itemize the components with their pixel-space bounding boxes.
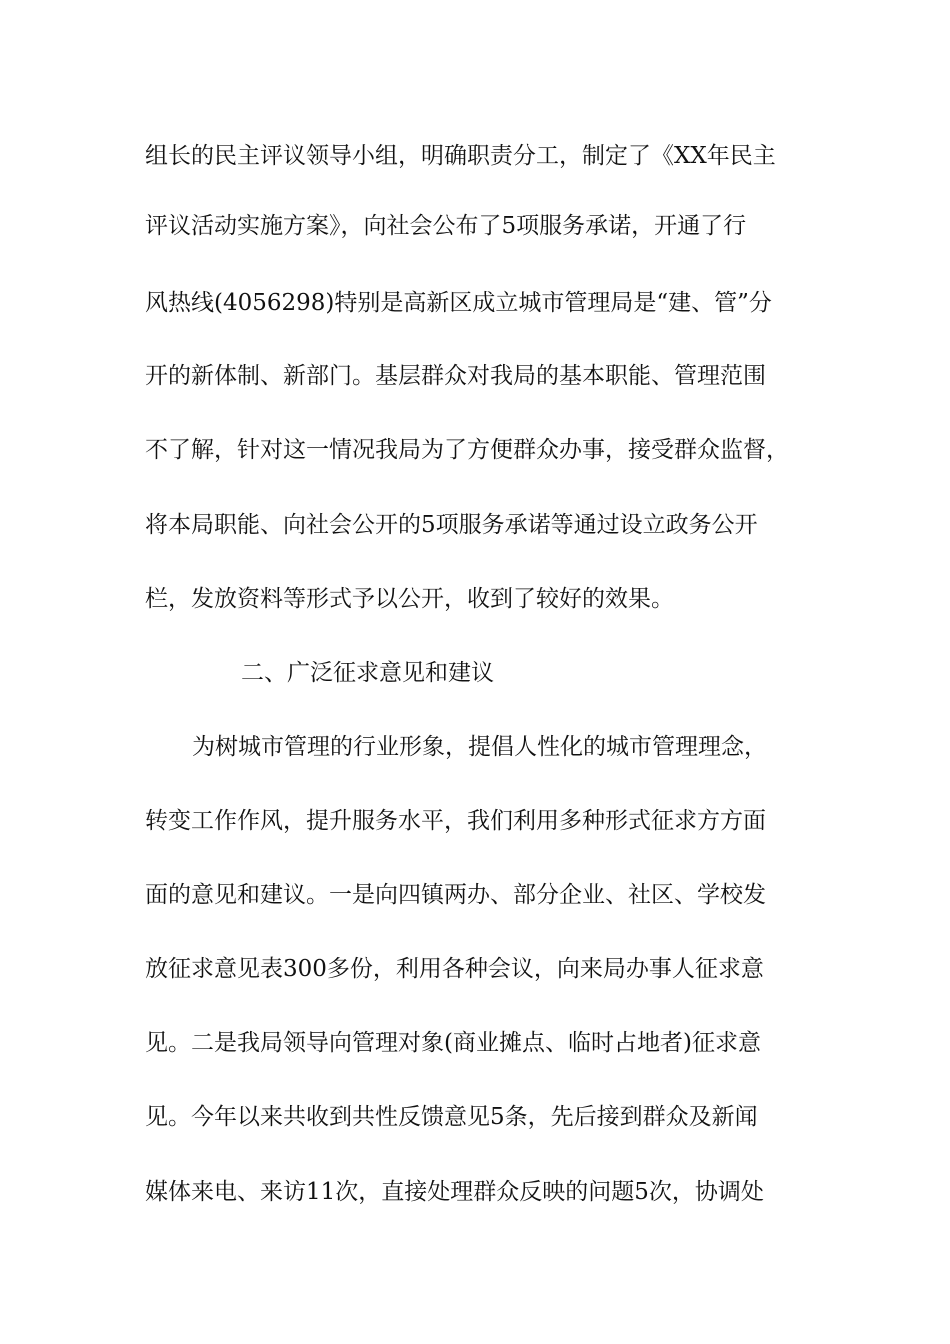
paragraph-1-line-5: 不了解，针对这一情况我局为了方便群众办事，接受群众监督，: [145, 437, 789, 463]
paragraph-1-line-4: 开的新体制、新部门。基层群众对我局的基本职能、管理范围: [145, 363, 766, 389]
paragraph-2-line-2: 转变工作作风，提升服务水平，我们利用多种形式征求方方面: [145, 808, 766, 834]
paragraph-1-line-3: 风热线(4056298)特别是高新区成立城市管理局是“建、管”分: [145, 290, 772, 316]
paragraph-2-line-4: 放征求意见表300多份，利用各种会议，向来局办事人征求意: [145, 956, 764, 982]
paragraph-1-line-6: 将本局职能、向社会公开的5项服务承诺等通过设立政务公开: [145, 512, 758, 538]
paragraph-2-line-7: 媒体来电、来访11次，直接处理群众反映的问题5次，协调处: [145, 1179, 764, 1205]
section-heading: 二、广泛征求意见和建议: [241, 660, 494, 686]
paragraph-2-line-6: 见。今年以来共收到共性反馈意见5条，先后接到群众及新闻: [145, 1104, 758, 1130]
paragraph-2-line-3: 面的意见和建议。一是向四镇两办、部分企业、社区、学校发: [145, 882, 766, 908]
paragraph-1-line-2: 评议活动实施方案》，向社会公布了5项服务承诺，开通了行: [145, 213, 747, 239]
paragraph-1-line-1: 组长的民主评议领导小组，明确职责分工，制定了《XX年民主: [145, 143, 776, 169]
paragraph-2-line-1: 为树城市管理的行业形象，提倡人性化的城市管理理念，: [192, 734, 767, 760]
paragraph-1-line-7: 栏，发放资料等形式予以公开，收到了较好的效果。: [145, 586, 674, 612]
paragraph-2-line-5: 见。二是我局领导向管理对象(商业摊点、临时占地者)征求意: [145, 1030, 761, 1056]
